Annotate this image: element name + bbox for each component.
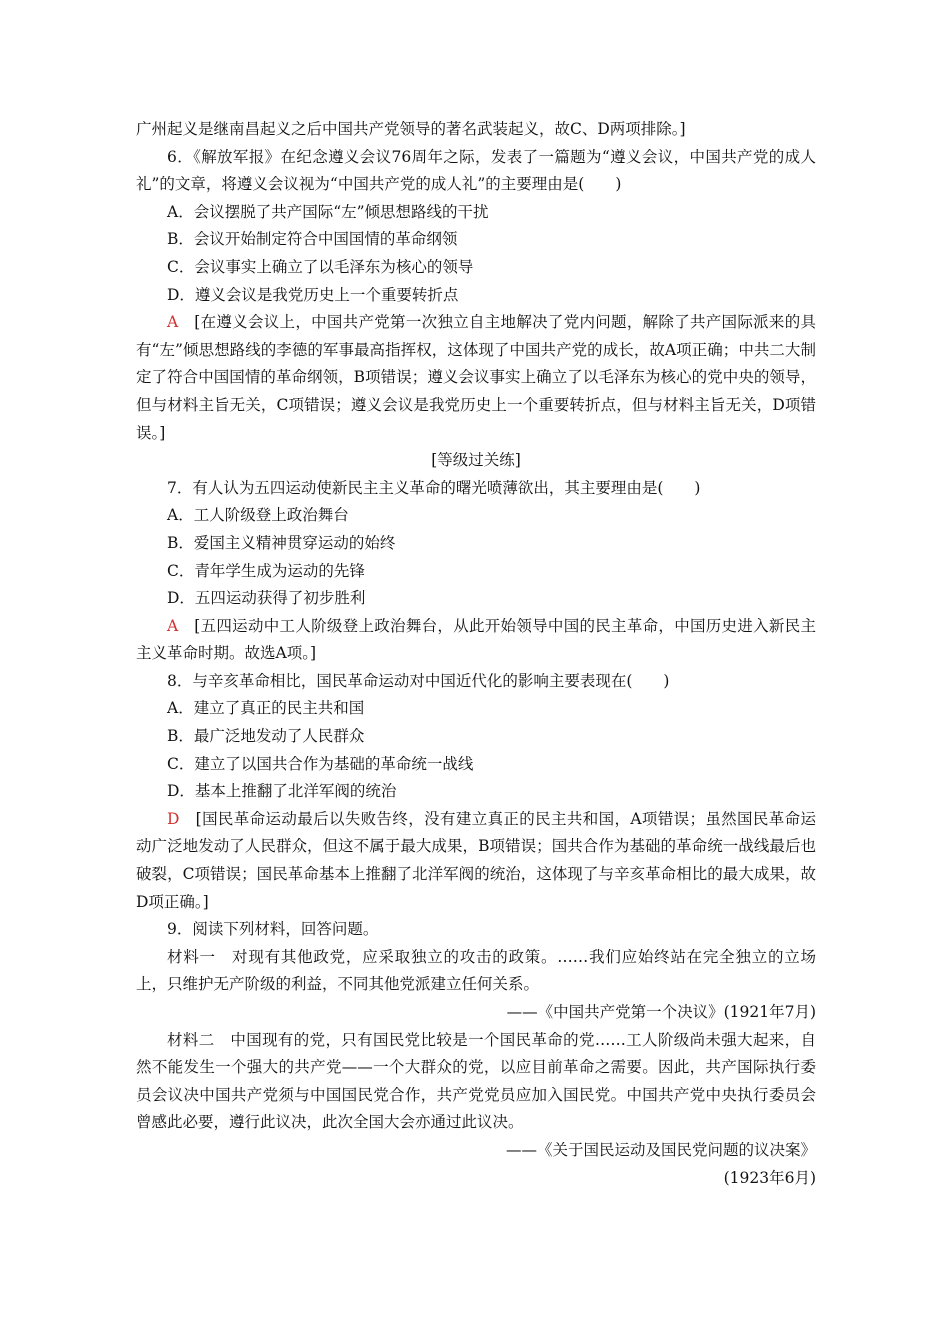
- question-7-option-d: D．五四运动获得了初步胜利: [167, 589, 366, 608]
- answer-key: D: [167, 809, 180, 828]
- question-6-option-b: B．会议开始制定符合中国国情的革命纲领: [167, 230, 458, 249]
- continued-explanation: 广州起义是继南昌起义之后中国共产党领导的著名武装起义，故C、D两项排除。]: [136, 120, 686, 138]
- question-7-stem: 7．有人认为五四运动使新民主主义革命的曙光喷薄欲出，其主要理由是( ): [167, 478, 701, 497]
- question-6-option-d: D．遵义会议是我党历史上一个重要转折点: [167, 285, 459, 304]
- question-9-stem: 9．阅读下列材料，回答问题。: [167, 920, 379, 939]
- answer-key: A: [167, 616, 179, 635]
- question-6-option-a: A．会议摆脱了共产国际“左”倾思想路线的干扰: [167, 202, 489, 221]
- question-7-answer: [136, 613, 816, 668]
- question-8-option-b: B．最广泛地发动了人民群众: [167, 727, 365, 746]
- answer-explanation: [在遵义会议上，中国共产党第一次独立自主地解决了党内问题，解除了共产国际派来的具有“左”倾思想路线的李德的军事最高指挥权，这体现了中国共产党的成长，故A项正确；中共二大制定了符合中国国情的革命纲领，B项错误；遵义会议事实上确立了以毛泽东为核心的党中央的领导，但与材料主旨无关，C项错误；遵义会议是我党历史上一个重要转折点，但与材料主旨无关，D项错误。]: [136, 313, 816, 442]
- question-8-option-a: A．建立了真正的民主共和国: [167, 699, 365, 718]
- material-2-source: ——《关于国民运动及国民党问题的议决案》: [505, 1140, 816, 1159]
- material-2-date: (1923年6月): [723, 1168, 816, 1187]
- question-8-answer: [136, 806, 816, 916]
- material-1: 材料一 对现有其他政党，应采取独立的攻击的政策。……我们应始终站在完全独立的立场上，只维护无产阶级的利益，不同其他党派建立任何关系。: [136, 947, 816, 994]
- material-1-source: ——《中国共产党第一个决议》(1921年7月): [506, 1003, 816, 1021]
- question-7-option-c: C．青年学生成为运动的先锋: [167, 561, 365, 580]
- question-6-answer: [136, 309, 816, 447]
- answer-key: A: [167, 313, 179, 332]
- question-8-option-d: D．基本上推翻了北洋军阀的统治: [167, 782, 397, 801]
- answer-explanation: [五四运动中工人阶级登上政治舞台，从此开始领导中国的民主革命，中国历史进入新民主主义革命时期。故选A项。]: [136, 616, 816, 663]
- question-6-option-c: C．会议事实上确立了以毛泽东为核心的领导: [167, 257, 474, 276]
- question-8-option-c: C．建立了以国共合作为基础的革命统一战线: [167, 754, 474, 773]
- section-heading: [等级过关练]: [431, 451, 521, 470]
- question-8-stem: 8．与辛亥革命相比，国民革命运动对中国近代化的影响主要表现在( ): [167, 671, 670, 690]
- question-6-stem: 6．《解放军报》在纪念遵义会议76周年之际，发表了一篇题为“遵义会议，中国共产党的成人礼”的文章，将遵义会议视为“中国共产党的成人礼”的主要理由是( ): [136, 147, 816, 194]
- question-7-option-a: A．工人阶级登上政治舞台: [167, 506, 349, 525]
- answer-explanation: [国民革命运动最后以失败告终，没有建立真正的民主共和国，A项错误；虽然国民革命运动广泛地发动了人民群众，但这不属于最大成果，B项错误；国共合作为基础的革命统一战线最后也破裂，C项错误；国民革命基本上推翻了北洋军阀的统治，这体现了与辛亥革命相比的最大成果，故D项正确。]: [136, 809, 816, 911]
- document-body: [136, 116, 816, 1192]
- question-7-option-b: B．爱国主义精神贯穿运动的始终: [167, 533, 396, 552]
- material-2: 材料二 中国现有的党，只有国民党比较是一个国民革命的党……工人阶级尚未强大起来，自然不能发生一个强大的共产党——一个大群众的党，以应目前革命之需要。因此，共产国际执行委员会议决中国共产党须与中国国民党合作，共产党党员应加入国民党。中国共产党中央执行委员会曾感此必要，遵行此议决，此次全国大会亦通过此议决。: [136, 1030, 816, 1132]
